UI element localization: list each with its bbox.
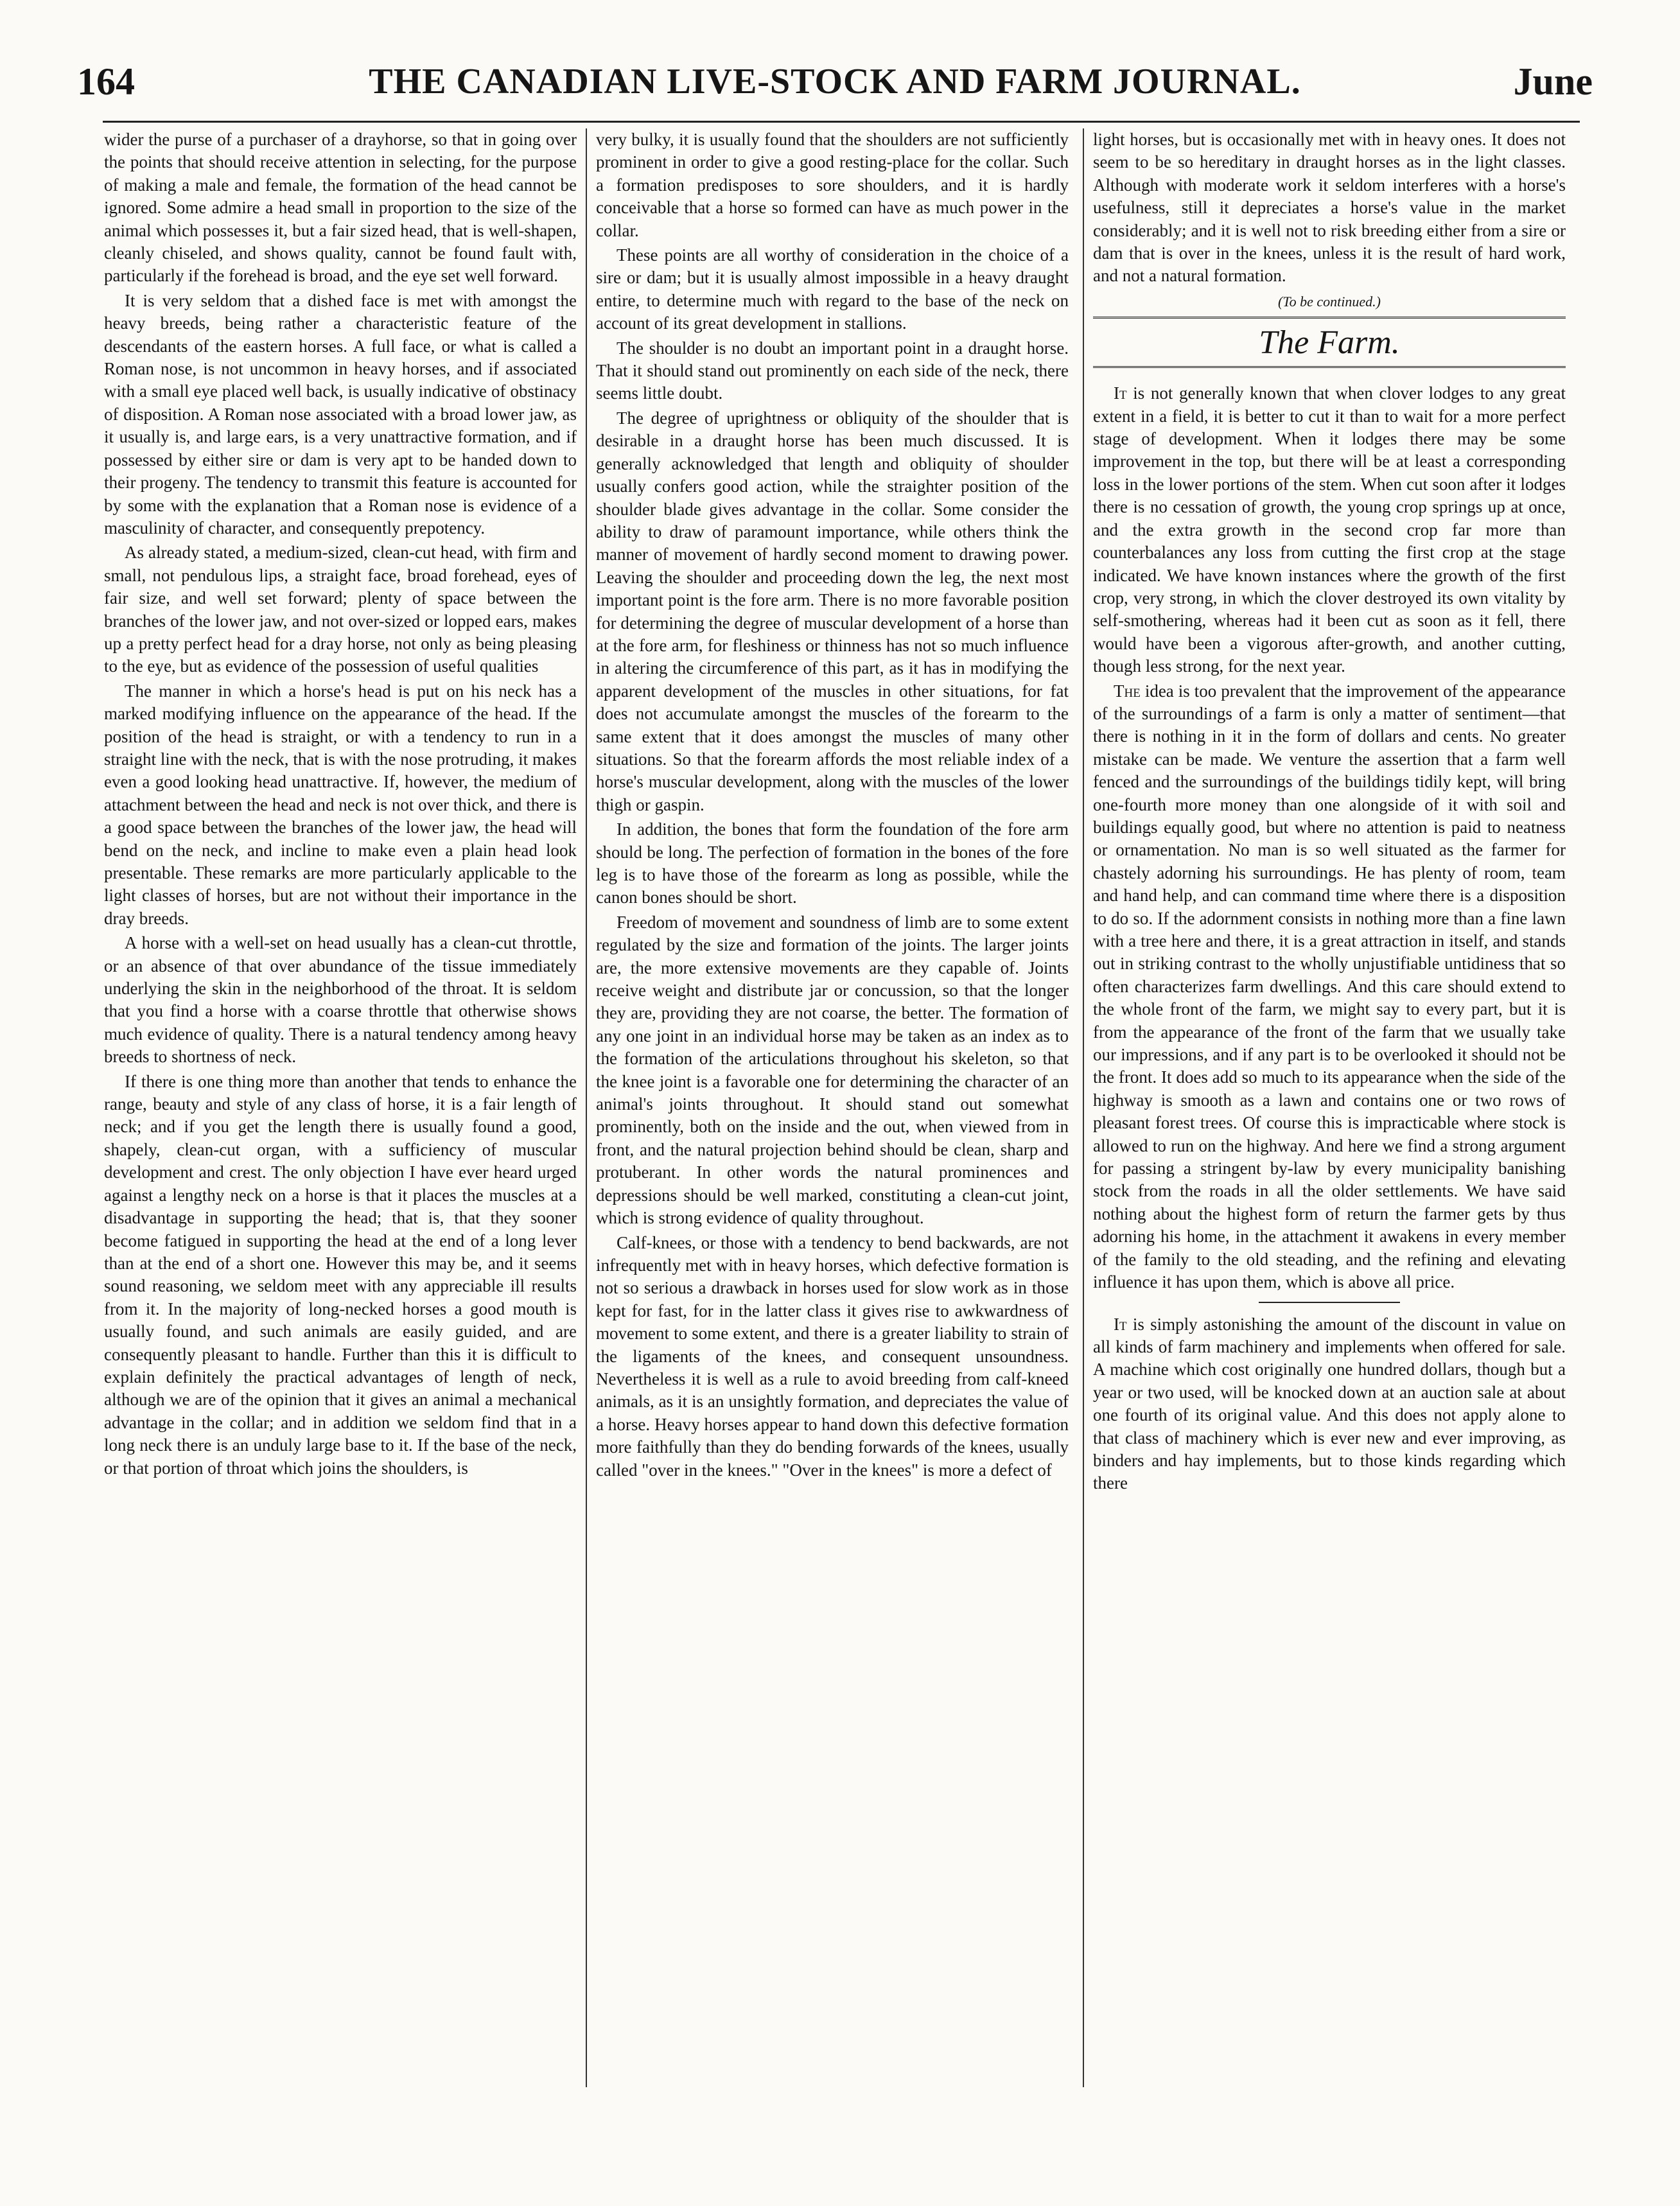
paragraph: If there is one thing more than another that tends to enhance the range, beauty and style of any class of horse, it is a fair length of neck; and if you get the length there is usually found a good, shapely, clean-cut organ, with a sufficiency of muscular development and crest. The only objection I have ever heard urged against a lengthy neck on a horse is that it places the muscles at a disadvantage in supporting the head; that is, that they sooner become fatigued in supporting the head at the end of a long lever than at the end of a short one. However this may be, and it seems sound reasoning, we seldom meet with any appreciable ill results from it. In the majority of long-necked horses a good mouth is usually found, and such animals are easily guided, and are consequently pleasant to handle. Further than this it is difficult to explain definitely the practical advantages of length of neck, although we are of the opinion that it gives an animal a mechanical advantage in the collar; and in addition we seldom find that in a long neck there is an unduly large base to it. If the base of the neck, or that portion of throat which joins the shoulders, is bbox=[104, 1071, 577, 1478]
paragraph: It is very seldom that a dished face is met with amongst the heavy breeds, being rather a characteristic feature of the descendants of the eastern horses. A full face, or what is called a Roman nose, is not uncommon in heavy horses, and if associated with a small eye placed well back, is usually indicative of obstinacy of disposition. A Roman nose associated with a broad lower jaw, as it usually is, and large ears, is a very unattractive formation, and if possessed by either sire or dam is very apt to be handed down to their progeny. The tendency to transmit this feature is accounted for by some with the explanation that a Roman nose is evidence of a masculinity of character, and consequently prepotency. bbox=[104, 290, 577, 538]
paragraph-text: idea is too prevalent that the improvement of the appearance of the surroundings of a farm is only a matter of sentiment—that there is nothing in it in the form of dollars and cents. No greater mistake can be made. We venture the assertion that a farm well fenced and the surroundings of the buildings tidily kept, will bring one-fourth more money than one alongside of it with soil and buildings equally good, but where no attention is paid to neatness or ornamentation. No man is so well situated as the farmer for chastely adorning his surroundings. He has plenty of room, team and hand help, and can command time where there is a disposition to do so. If the adornment consists in nothing more than a fine lawn with a tree here and there, it is a great attraction in itself, and stands out in striking contrast to the wholly unjustifiable untidiness that so often characterizes farm dwellings. And this care should extend to the whole front of the farm, we might say to every part, but it is from the appearance of the front of the farm that we usually take our impressions, and if any part is to be overlooked it should not be the front. It does add so much to its appearance when the side of the highway is smooth as a lawn and contains one or two rows of pleasant forest trees. Of course this is impracticable where stock is allowed to run on the highway. And here we find a strong argument for passing a stringent by-law by every municipality banishing stock from the roads in all the older settlements. We have said nothing about the highest form of return the farmer gets by thus adorning his home, in the attachment it awakens in every member of the family to the old steading, and the refining and elevating influence it has upon them, which is above all price. bbox=[1093, 681, 1566, 1292]
column-divider bbox=[586, 128, 587, 2087]
paragraph: Calf-knees, or those with a tendency to bend backwards, are not infrequently met with in heavy horses, which defective formation is not so serious a drawback in horses used for slow work as in those kept for fast, for in the latter class it gives rise to awkwardness of movement to some extent, and there is a greater liability to strain of the ligaments of the knees, and consequent unsoundness. Nevertheless it is well as a rule to avoid breeding from calf-kneed animals, as it is an unsightly formation, and depreciates the value of a horse. Heavy horses appear to hand down this defective formation more faithfully than they do bending forwards of the knees, usually called "over in the knees." "Over in the knees" is more a defect of bbox=[596, 1232, 1069, 1480]
section-heading-farm bbox=[1093, 317, 1566, 368]
paragraph-text: is not generally known that when clover lodges to any great extent in a field, it is better to cut it than to wait for a more perfect stage of development. When it lodges there may be some improvement in the top, but there will be at least a corresponding loss in the lower portions of the stem. When cut soon after it lodges there is no cessation of growth, the young crop springs up at once, and the extra growth in the second crop far more than counterbalances any loss from cutting the first crop at the stage indicated. We have known instances where the growth of the first crop, very strong, in which the clover destroyed its own vitality by self-smothering, whereas had it been cut as soon as it fell, there would have been a vigorous after-growth, and another cutting, though less strong, for the next year. bbox=[1093, 383, 1566, 676]
page-number: 164 bbox=[77, 60, 135, 103]
paragraph-separator bbox=[1259, 1302, 1400, 1303]
masthead bbox=[77, 59, 1593, 104]
issue-month: June bbox=[1513, 60, 1593, 103]
paragraph: The degree of uprightness or obliquity of the shoulder that is desirable in a draught horse has been much discussed. It is generally acknowledged that length and obliquity of shoulder usually confers good action, while the straighter position of the shoulder blade gives advantage in the collar. Some consider the ability to draw of paramount importance, while others think the manner of movement of hardly second moment to drawing power. Leaving the shoulder and proceeding down the leg, the next most important point is the fore arm. There is no more favorable position for determining the degree of muscular development of a horse than at the fore arm, for fleshiness or thinness has not so much influence in altering the circumference of this part, as it has in modifying the apparent development of the muscles in other situations, for fat does not accumulate amongst the muscles of the forearm to the same extent that it does amongst the muscles of many other situations. So that the forearm affords the most reliable index of a horse's muscular development, along with the muscles of the lower thigh or gaspin. bbox=[596, 408, 1069, 814]
paragraph bbox=[1093, 382, 1566, 678]
paragraph: As already stated, a medium-sized, clean-cut head, with firm and small, not pendulous lips, a straight face, broad forehead, eyes of fair size, and well set forward; plenty of space between the branches of the lower jaw, and not over-sized or lopped ears, makes up a pretty perfect head for a dray horse, not only as being pleasing to the eye, but as evidence of the possession of useful qualities bbox=[104, 543, 577, 676]
paragraph: The manner in which a horse's head is put on his neck has a marked modifying influence on the appearance of the head. If the position of the head is straight, or with a tendency to run in a straight line with the neck, that is with the nose protruding, it makes even a good looking head unattractive. If, however, the medium of attachment between the head and neck is not over thick, and there is a good space between the branches of the lower jaw, the head will bend on the neck, and incline to make even a plain head look presentable. These remarks are more particularly applicable to the light classes of horses, but are not without their importance in the dray breeds. bbox=[104, 681, 577, 928]
paragraph: A horse with a well-set on head usually has a clean-cut throttle, or an absence of that over abundance of the tissue immediately underlying the skin in the neighborhood of the throat. It is seldom that you find a horse with a coarse throttle that otherwise shows much evidence of quality. There is a natural tendency among heavy breeds to shortness of neck. bbox=[104, 933, 577, 1067]
journal-title: THE CANADIAN LIVE-STOCK AND FARM JOURNAL. bbox=[369, 62, 1301, 101]
continued-note: (To be continued.) bbox=[1278, 293, 1381, 310]
paragraph: wider the purse of a purchaser of a drayhorse, so that in going over the points that should receive attention in selecting, for the purpose of making a male and female, the formation of the head cannot be ignored. Some admire a head small in proportion to the size of the animal which possesses it, but a fair sized head, that is well-shapen, cleanly chiseled, and shows quality, cannot be found fault with, particularly if the forehead is broad, and the eye set well forward. bbox=[104, 130, 577, 286]
paragraph: The shoulder is no doubt an important point in a draught horse. That it should stand out prominently on each side of the neck, there seems little doubt. bbox=[596, 338, 1069, 403]
paragraph bbox=[1093, 680, 1566, 1294]
column-1 bbox=[104, 128, 577, 2100]
lead-word: It bbox=[1114, 383, 1127, 403]
lead-word: The bbox=[1114, 681, 1141, 701]
paragraph: In addition, the bones that form the foundation of the fore arm should be long. The perfection of formation in the bones of the fore leg is to have those of the forearm as long as possible, while the canon bones should be short. bbox=[596, 819, 1069, 907]
paragraph: Freedom of movement and soundness of limb are to some extent regulated by the size and formation of the joints. The larger joints are, the more extensive movements are they capable of. Joints receive weight and distribute jar or concussion, so that the longer they are, providing they are not coarse, the better. The formation of any one joint in an individual horse may be taken as an index as to the formation of the articulations throughout his skeleton, so that the knee joint is a favorable one for determining the character of an animal's joints throughout. It should stand out somewhat prominently, both on the inside and the out, when viewed from in front, and the natural projection behind should be clean, sharp and protuberant. In other words the natural prominences and depressions should be well marked, constituting a clean-cut joint, which is strong evidence of quality throughout. bbox=[596, 912, 1069, 1228]
header-rule bbox=[103, 121, 1580, 123]
column-2 bbox=[596, 128, 1069, 2100]
section-heading-text: The Farm. bbox=[1259, 324, 1400, 362]
column-3 bbox=[1093, 128, 1566, 2100]
paragraph: very bulky, it is usually found that the shoulders are not sufficiently prominent in order to give a good resting-place for the collar. Such a formation predisposes to sore shoulders, and it is hardly conceivable that a horse so formed can have as much power in the collar. bbox=[596, 130, 1069, 240]
lead-word: It bbox=[1114, 1314, 1127, 1334]
paragraph bbox=[1093, 1313, 1566, 1495]
column-divider bbox=[1083, 128, 1084, 2087]
paragraph: These points are all worthy of consideration in the choice of a sire or dam; but it is usually almost impossible in a heavy draught entire, to determine much with regard to the base of the neck on account of its great development in stallions. bbox=[596, 245, 1069, 333]
paragraph: light horses, but is occasionally met with in heavy ones. It does not seem to be so hereditary in draught horses as in the light classes. Although with moderate work it seldom interferes with a horse's usefulness, still it depreciates a horse's value in the market considerably; and it is well not to risk breeding either from a sire or dam that is over in the knees, unless it is the result of hard work, and not a natural formation. bbox=[1093, 130, 1566, 286]
paragraph-text: is simply astonishing the amount of the discount in value on all kinds of farm machinery and implements when offered for sale. A machine which cost originally one hundred dollars, though but a year or two used, will be knocked down at an auction sale at about one fourth of its original value. And this does not apply alone to that class of machinery which is ever new and ever improving, as binders and hay implements, but to those kinds regarding which there bbox=[1093, 1314, 1566, 1493]
